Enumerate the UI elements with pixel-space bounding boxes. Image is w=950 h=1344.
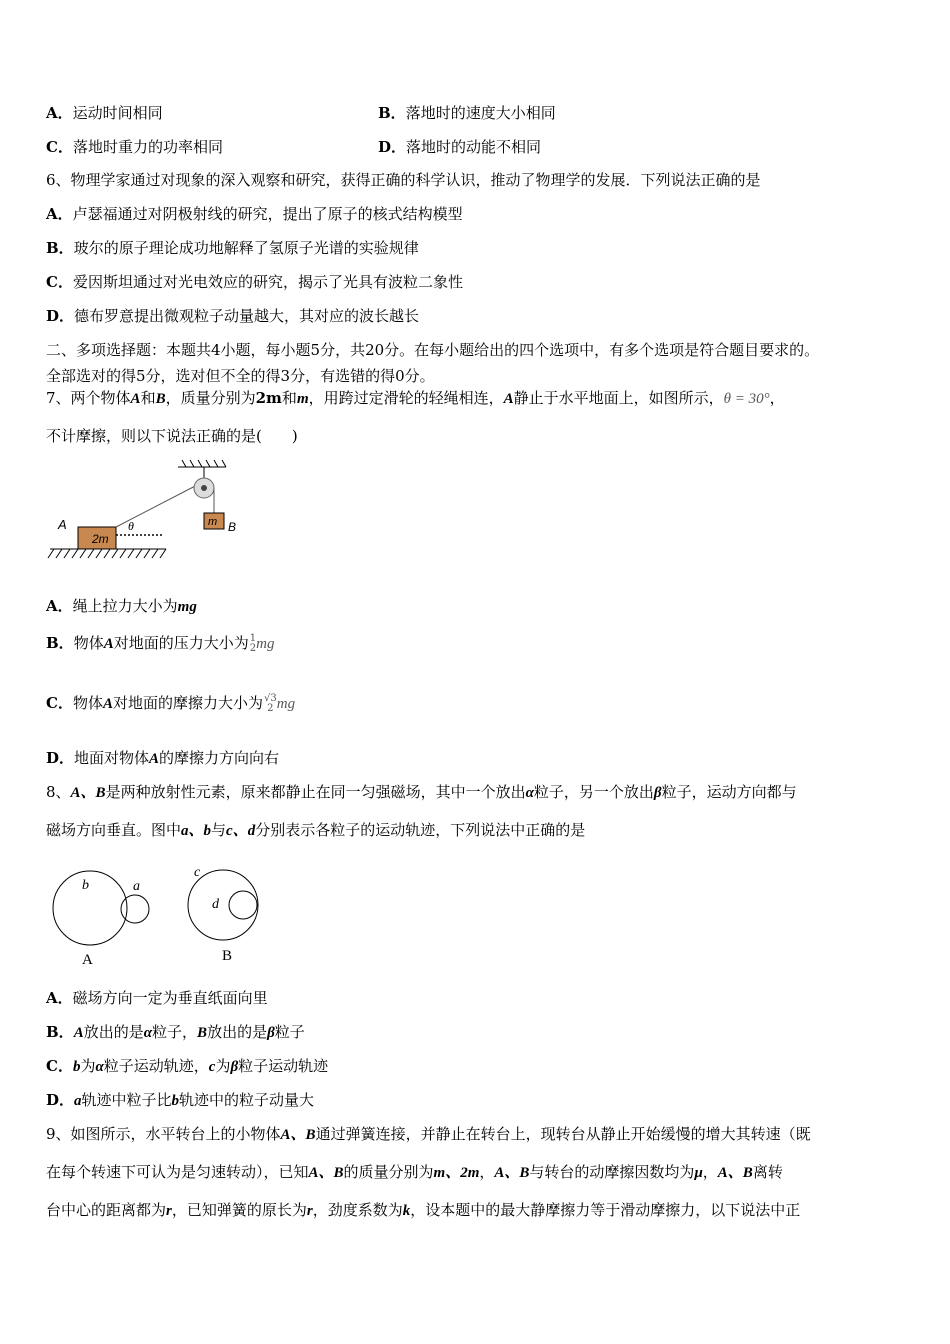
q8-option-b: B．A放出的是α粒子，B放出的是β粒子 — [46, 1023, 305, 1041]
label-b: B — [228, 520, 237, 534]
section2-line1: 二、多项选择题：本题共4小题，每小题5分，共20分。在每小题给出的四个选项中，有多个选项是符合题目要求的。 — [46, 341, 820, 359]
svg-text:A: A — [82, 952, 93, 968]
q8-stem-line2: 磁场方向垂直。图中a、b与c、d分别表示各粒子的运动轨迹，下列说法中正确的是 — [46, 821, 586, 839]
q7-stem-line1: 7、两个物体A和B，质量分别为2m和m，用跨过定滑轮的轻绳相连，A静止于水平地面上，如图所示，θ = 30°， — [46, 389, 785, 407]
q7-option-a: A．绳上拉力大小为mg — [46, 597, 197, 615]
q6-option-a: A．卢瑟福通过对阴极射线的研究，提出了原子的核式结构模型 — [46, 205, 463, 223]
q6-option-b: B．玻尔的原子理论成功地解释了氢原子光谱的实验规律 — [46, 239, 419, 257]
q5-option-a: A．运动时间相同 — [46, 104, 163, 122]
track-b — [53, 871, 127, 945]
q8-option-a: A．磁场方向一定为垂直纸面向里 — [46, 989, 268, 1007]
block-b-mass: m — [208, 516, 218, 528]
q6-option-d: D．德布罗意提出微观粒子动量越大，其对应的波长越长 — [46, 307, 420, 325]
section2-line2: 全部选对的得5分，选对但不全的得3分，有选错的得0分。 — [46, 367, 435, 385]
block-a-mass: 2m — [92, 532, 109, 546]
svg-text:a: a — [133, 879, 140, 894]
svg-text:d: d — [212, 897, 219, 912]
track-a — [121, 895, 149, 923]
label-a: A — [58, 517, 67, 532]
q7-option-b: B．物体A对地面的压力大小为 1 2 mg — [46, 633, 275, 654]
track-c — [188, 870, 258, 940]
q8-stem-line1: 8、A、B是两种放射性元素，原来都静止在同一匀强磁场，其中一个放出α粒子，另一个放出β粒子，运动方向都与 — [46, 783, 797, 801]
q7-pulley-figure — [46, 455, 246, 567]
svg-text:B: B — [222, 948, 233, 964]
track-d — [229, 891, 257, 919]
q5-option-d: D．落地时的动能不相同 — [378, 138, 542, 156]
q7-option-d: D．地面对物体A的摩擦力方向向右 — [46, 749, 280, 767]
q5-option-c: C．落地时重力的功率相同 — [46, 138, 223, 156]
q9-stem-line1: 9、如图所示，水平转台上的小物体A、B通过弹簧连接，并静止在转台上，现转台从静止开始缓慢的增大其转速（既 — [46, 1125, 811, 1143]
q9-stem-line2: 在每个转速下可认为是匀速转动），已知A、B的质量分别为m、2m，A、B与转台的动摩擦因数均为μ，A、B离转 — [46, 1163, 783, 1181]
q7-option-c: C．物体A对地面的摩擦力大小为 √3 2 mg — [46, 693, 296, 714]
fraction-half: 1 2 — [249, 633, 257, 654]
q6-stem: 6、物理学家通过对现象的深入观察和研究，获得正确的科学认识，推动了物理学的发展．下列说法正确的是 — [46, 171, 761, 189]
svg-text:c: c — [194, 865, 201, 880]
ceiling-hatch — [178, 460, 226, 467]
q5-option-b: B．落地时的速度大小相同 — [378, 104, 556, 122]
svg-text:b: b — [82, 878, 89, 893]
fraction-root3-half: √3 2 — [264, 693, 277, 714]
q8-option-d: D．a轨迹中粒子比b轨迹中的粒子动量大 — [46, 1091, 315, 1109]
angle-theta: θ — [128, 519, 134, 533]
q8-trajectory-figure — [46, 860, 276, 970]
q6-option-c: C．爱因斯坦通过对光电效应的研究，揭示了光具有波粒二象性 — [46, 273, 463, 291]
ground-hatch — [48, 549, 166, 558]
q8-option-c: C．b为α粒子运动轨迹，c为β粒子运动轨迹 — [46, 1057, 329, 1075]
q9-stem-line3: 台中心的距离都为r，已知弹簧的原长为r，劲度系数为k，设本题中的最大静摩擦力等于滑动摩擦力，以下说法中正 — [46, 1201, 801, 1219]
q7-stem-line2: 不计摩擦，则以下说法正确的是( ) — [46, 427, 298, 445]
